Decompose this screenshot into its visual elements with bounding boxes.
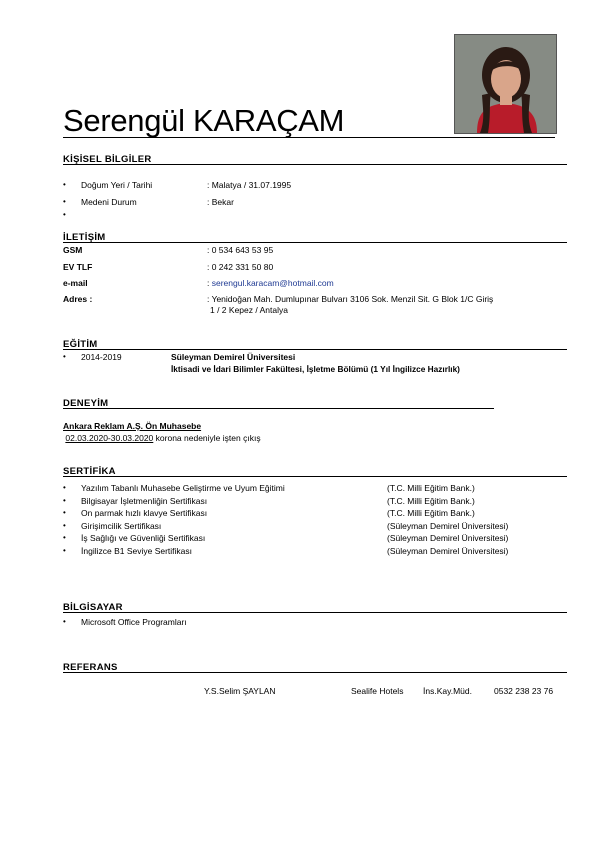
gsm-label: GSM xyxy=(63,245,83,255)
section-heading-education: EĞİTİM xyxy=(63,339,98,350)
email-value xyxy=(207,278,334,288)
bullet: • xyxy=(63,352,66,361)
section-heading-computer: BİLGİSAYAR xyxy=(63,602,123,613)
section-rule xyxy=(63,164,567,165)
experience-line xyxy=(63,433,261,443)
section-heading-experience: DENEYİM xyxy=(63,398,109,409)
bullet: • xyxy=(63,210,66,219)
education-department: İktisadi ve İdari Bilimler Fakültesi, İşletme Bölümü (1 Yıl İngilizce Hazırlık) xyxy=(171,364,460,374)
candidate-name: Serengül KARAÇAM xyxy=(63,103,345,138)
section-rule xyxy=(63,408,494,409)
bullet: • xyxy=(63,546,66,555)
marital-value: : Bekar xyxy=(207,197,234,207)
marital-label: Medeni Durum xyxy=(81,197,137,207)
bullet: • xyxy=(63,617,66,626)
certificate-issuer: (T.C. Milli Eğitim Bank.) xyxy=(387,496,475,506)
email-prefix: : xyxy=(207,278,212,288)
certificate-issuer: (Süleyman Demirel Üniversitesi) xyxy=(387,533,509,543)
certificate-name: Yazılım Tabanlı Muhasebe Geliştirme ve Uyum Eğitimi xyxy=(81,483,285,493)
certificate-issuer: (Süleyman Demirel Üniversitesi) xyxy=(387,521,509,531)
education-school: Süleyman Demirel Üniversitesi xyxy=(171,352,296,362)
address-value-line2: 1 / 2 Kepez / Antalya xyxy=(210,305,288,315)
reference-person: Y.S.Selim ŞAYLAN xyxy=(204,686,276,696)
name-divider xyxy=(63,137,555,138)
section-rule xyxy=(63,476,567,477)
address-label: Adres : xyxy=(63,294,93,304)
birth-label: Doğum Yeri / Tarihi xyxy=(81,180,153,190)
experience-dates: 02.03.2020-30.03.2020 xyxy=(65,433,154,443)
email-label: e-mail xyxy=(63,278,88,288)
experience-company: Ankara Reklam A.Ş. Ön Muhasebe xyxy=(63,421,202,431)
certificate-name: İngilizce B1 Seviye Sertifikası xyxy=(81,546,193,556)
bullet: • xyxy=(63,508,66,517)
education-years: 2014-2019 xyxy=(81,352,122,362)
bullet: • xyxy=(63,496,66,505)
certificate-name: On parmak hızlı klavye Sertifikası xyxy=(81,508,208,518)
certificate-issuer: (Süleyman Demirel Üniversitesi) xyxy=(387,546,509,556)
profile-photo xyxy=(454,34,557,134)
reference-company: Sealife Hotels xyxy=(351,686,404,696)
address-value-line1: : Yenidoğan Mah. Dumlupınar Bulvarı 3106 Sok. Menzil Sit. G Blok 1/C Giriş xyxy=(207,294,494,304)
certificate-issuer: (T.C. Milli Eğitim Bank.) xyxy=(387,508,475,518)
home-phone-label: EV TLF xyxy=(63,262,93,272)
section-heading-contact: İLETİŞİM xyxy=(63,232,106,243)
bullet: • xyxy=(63,533,66,542)
reference-phone: 0532 238 23 76 xyxy=(494,686,554,696)
bullet: • xyxy=(63,483,66,492)
section-rule xyxy=(63,349,567,350)
email-link[interactable]: serengul.karacam@hotmail.com xyxy=(211,278,334,288)
certificate-issuer: (T.C. Milli Eğitim Bank.) xyxy=(387,483,475,493)
section-heading-certificates: SERTİFİKA xyxy=(63,466,116,477)
certificate-name: Bilgisayar İşletmenliğin Sertifikası xyxy=(81,496,208,506)
certificate-name: Girişimcilik Sertifikası xyxy=(81,521,162,531)
certificate-name: İş Sağlığı ve Güvenliği Sertifikası xyxy=(81,533,206,543)
computer-skill: Microsoft Office Programları xyxy=(81,617,187,627)
experience-note: korona nedeniyle işten çıkış xyxy=(155,433,261,443)
section-rule xyxy=(63,672,567,673)
section-rule xyxy=(63,242,567,243)
birth-value: : Malatya / 31.07.1995 xyxy=(207,180,292,190)
section-rule xyxy=(63,612,567,613)
bullet: • xyxy=(63,180,66,189)
home-phone-value: : 0 242 331 50 80 xyxy=(207,262,274,272)
bullet: • xyxy=(63,197,66,206)
section-heading-personal: KİŞİSEL BİLGİLER xyxy=(63,154,152,165)
reference-title: İns.Kay.Müd. xyxy=(423,686,472,696)
section-heading-references: REFERANS xyxy=(63,662,118,673)
portrait-image xyxy=(455,35,556,133)
bullet: • xyxy=(63,521,66,530)
gsm-value: : 0 534 643 53 95 xyxy=(207,245,274,255)
